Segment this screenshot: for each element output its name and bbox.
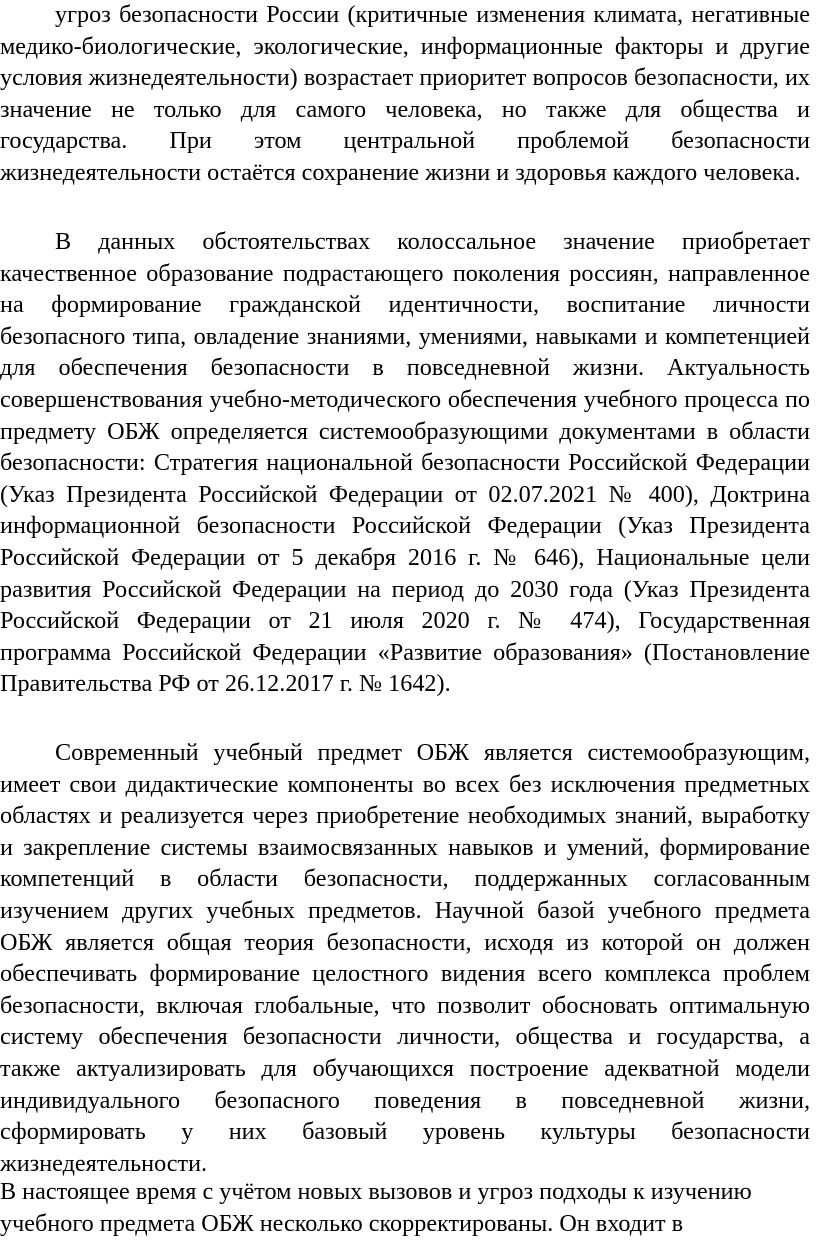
paragraph-education-documents: В данных обстоятельствах колоссальное значение приобретает качественное образование подрастающего поколения россиян, направленное на формирование гражданской идентичности, воспитание личности безопасного типа, овладение знаниями, умениями, навыками и компетенцией для обеспечения безопасности в повседневной жизни. Актуальность совершенствования учебно-методического обеспечения учебного процесса по предмету ОБЖ определяется системообразующими документами в области безопасности: Стратегия национальной безопасности Российской Федерации (Указ Президента Российской Федерации от 02.07.2021 № 400), Доктрина информационной безопасности Российской Федерации (Указ Президента Российской Федерации от 5 декабря 2016 г. № 646), Национальные цели развития Российской Федерации на период до 2030 года (Указ Президента Российской Федерации от 21 июля 2020 г. № 474), Государственная программа Российской Федерации «Развитие образования» (Постановление Правительства РФ от 26.12.2017 г. № 1642).	[0, 228, 810, 698]
paragraph-current-approaches: В настоящее время с учётом новых вызовов и угроз подходы к изучению учебного предмета ОБЖ несколько скорректированы. Он входит в	[0, 1178, 752, 1237]
paragraph-threats: угроз безопасности России (критичные изменения климата, негативные медико-биологические, экологические, информационные факторы и другие условия жизнедеятельности) возрастает приоритет вопросов безопасности, их значение не только для самого человека, но также для общества и государства. При этом центральной проблемой безопасности жизнедеятельности остаётся сохранение жизни и здоровья каждого человека.	[0, 1, 810, 186]
paragraph-obzh-subject: Современный учебный предмет ОБЖ является системообразующим, имеет свои дидактические компоненты во всех без исключения предметных областях и реализуется через приобретение необходимых знаний, выработку и закрепление системы взаимосвязанных навыков и умений, формирование компетенций в области безопасности, поддержанных согласованным изучением других учебных предметов. Научной базой учебного предмета ОБЖ является общая теория безопасности, исходя из которой он должен обеспечивать формирование целостного видения всего комплекса проблем безопасности, включая глобальные, что позволит обосновать оптимальную систему обеспечения безопасности личности, общества и государства, а также актуализировать для обучающихся построение адекватной модели индивидуального безопасного поведения в повседневной жизни, сформировать у них базовый уровень культуры безопасности жизнедеятельности.	[0, 739, 810, 1177]
